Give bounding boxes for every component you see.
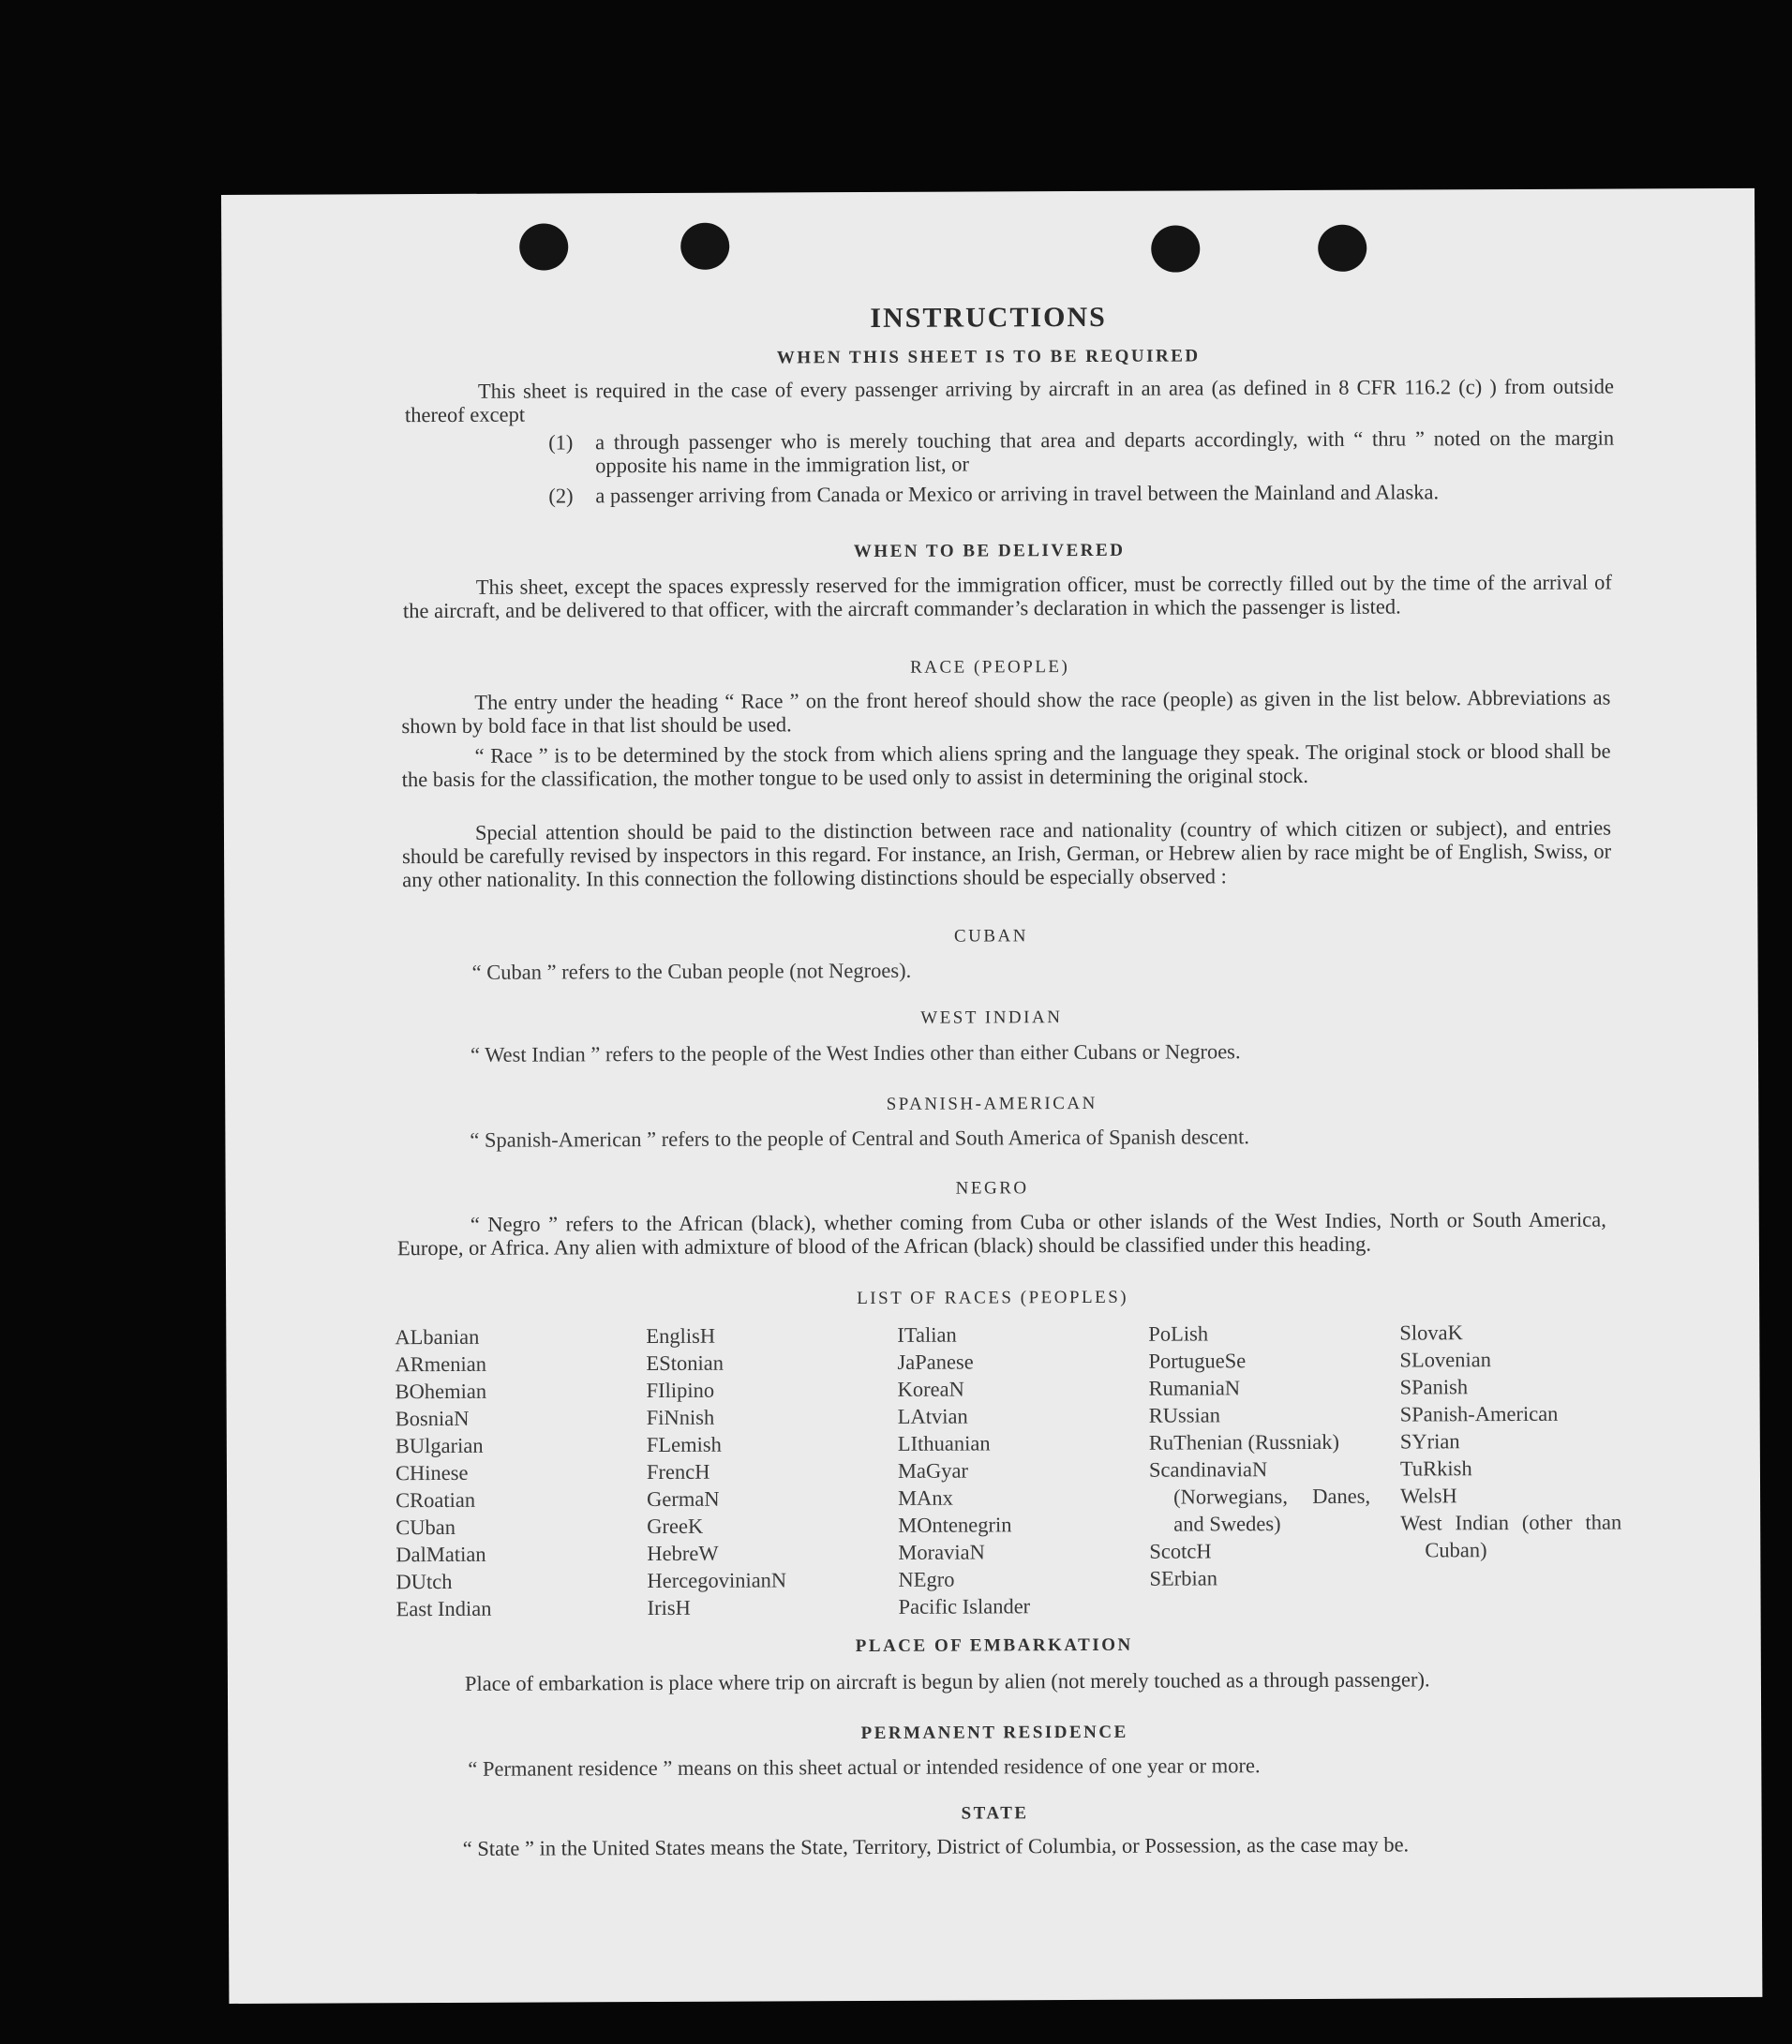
race-entry: MoraviaN: [898, 1540, 985, 1564]
race-paragraph-3: Special attention should be paid to the distinction between race and nationality (country of which citizen or subject), and entries should be carefully revised by inspectors in this regard. For instance, an Irish, German, or Hebrew alien by race might be of English, Swiss, or any other nationality. In this connection the following distinctions should be especially observed :: [402, 815, 1612, 892]
race-entry: BUlgarian: [395, 1433, 484, 1458]
section-heading-spanish-american: SPANISH-AMERICAN: [886, 1093, 1098, 1114]
race-entry: Pacific Islander: [898, 1594, 1031, 1619]
section-heading-race: RACE (PEOPLE): [910, 657, 1070, 678]
race-entry: ALbanian: [395, 1324, 480, 1350]
negro-text: “ Negro ” refers to the African (black), whether coming from Cuba or other islands of the West Indies, North or South America, Europe, or Africa. Any alien with admixture of blood of the African (black) should be classified under this heading.: [396, 1207, 1606, 1261]
punch-hole: [1318, 225, 1366, 272]
spanish-american-text: “ Spanish-American ” refers to the people of Central and South America of Spanish descent.: [470, 1125, 1250, 1152]
embarkation-text: Place of embarkation is place where trip on aircraft is begun by alien (not merely touched as a through passenger).: [464, 1667, 1430, 1695]
punch-hole: [519, 223, 568, 270]
item-number: (2): [548, 484, 574, 508]
section-heading-embarkation: PLACE OF EMBARKATION: [855, 1634, 1133, 1657]
race-entry: SPanish-American: [1399, 1401, 1559, 1426]
race-entry: MAnx: [898, 1485, 953, 1510]
race-entry: LIthuanian: [897, 1431, 991, 1455]
race-entry: WelsH: [1400, 1484, 1457, 1508]
state-text: “ State ” in the United States means the State, Territory, District of Columbia, or Possession, as the case may be.: [462, 1832, 1410, 1860]
race-entry: MOntenegrin: [898, 1513, 1012, 1537]
race-entry: SPanish: [1399, 1375, 1469, 1399]
race-entry: ITalian: [897, 1322, 957, 1347]
race-entry: KoreaN: [897, 1377, 964, 1401]
cuban-text: “ Cuban ” refers to the Cuban people (not Negroes).: [471, 958, 912, 984]
race-entry: RuThenian (Russniak): [1148, 1429, 1339, 1455]
race-entry: SYrian: [1399, 1429, 1460, 1454]
list-item: [548, 426, 1614, 480]
item-number: (1): [548, 430, 574, 455]
race-entry: BOhemian: [395, 1379, 487, 1404]
race-entry: ScotcH: [1149, 1539, 1212, 1563]
race-entry: RumaniaN: [1148, 1376, 1241, 1400]
section-heading-cuban: CUBAN: [953, 926, 1029, 947]
race-entry: MaGyar: [897, 1458, 968, 1483]
race-entry: TuRkish: [1399, 1456, 1472, 1481]
race-entry: DalMatian: [396, 1542, 486, 1567]
race-entry: JaPanese: [897, 1350, 974, 1374]
item-text: a through passenger who is merely touching that area and departs accordingly, with “ thru ” noted on the margin opposite his name in the immigration list, or: [595, 425, 1615, 478]
list-item: [548, 480, 1614, 533]
race-entry: ARmenian: [395, 1351, 486, 1377]
race-entry: SErbian: [1149, 1566, 1218, 1590]
race-entry: GreeK: [647, 1514, 704, 1539]
race-entry: FLemish: [646, 1432, 722, 1457]
section-heading-state: STATE: [961, 1803, 1029, 1824]
race-entry: HercegovinianN: [647, 1568, 787, 1593]
race-entry: FrencH: [646, 1459, 710, 1485]
race-paragraph-1: The entry under the heading “ Race ” on the front hereof should show the race (people) as given in the list below. Abbreviations as shown by bold face in that list should be used.: [401, 685, 1611, 739]
page-title: INSTRUCTIONS: [870, 301, 1107, 334]
section-heading-negro: NEGRO: [955, 1178, 1029, 1199]
race-entry: ScandinaviaN (Norwegians, Danes, and Swedes): [1148, 1457, 1371, 1536]
race-entry: CUban: [396, 1514, 456, 1540]
west-indian-text: “ West Indian ” refers to the people of the West Indies other than either Cubans or Negroes.: [470, 1039, 1241, 1067]
punch-hole: [680, 223, 729, 270]
race-entry: East Indian: [396, 1596, 492, 1621]
race-entry: NEgro: [898, 1567, 955, 1591]
punch-hole: [1151, 225, 1200, 272]
section-heading-list: LIST OF RACES (PEOPLES): [857, 1287, 1129, 1309]
race-entry: SlovaK: [1399, 1320, 1463, 1345]
race-entry: SLovenian: [1399, 1348, 1491, 1372]
race-entry: CRoatian: [396, 1487, 476, 1513]
section-heading-required: WHEN THIS SHEET IS TO BE REQUIRED: [776, 346, 1201, 368]
race-entry: EnglisH: [646, 1323, 716, 1349]
required-intro: This sheet is required in the case of every passenger arriving by aircraft in an area (as defined in 8 CFR 116.2 (c) ) from outside thereof except: [404, 374, 1614, 427]
race-column: [395, 1322, 639, 1622]
item-text: a passenger arriving from Canada or Mexico or arriving in travel between the Mainland and Alaska.: [595, 480, 1440, 508]
race-entry: EStonian: [646, 1350, 724, 1376]
race-column: [897, 1320, 1142, 1620]
section-heading-delivered: WHEN TO BE DELIVERED: [853, 540, 1126, 562]
race-column: [1148, 1320, 1370, 1592]
race-entry: IrisH: [647, 1595, 691, 1620]
race-entry: HebreW: [647, 1541, 719, 1566]
race-entry: West Indian (other than Cuban): [1400, 1510, 1622, 1562]
race-entry: FIlipino: [646, 1378, 715, 1403]
race-entry: LAtvian: [897, 1404, 968, 1428]
race-entry: PortugueSe: [1148, 1349, 1247, 1373]
section-heading-residence: PERMANENT RESIDENCE: [860, 1722, 1128, 1744]
document-sheet: [221, 188, 1762, 2004]
race-entry: BosniaN: [395, 1406, 470, 1431]
residence-text: “ Permanent residence ” means on this sheet actual or intended residence of one year or more.: [468, 1753, 1261, 1781]
race-entry: RUssian: [1148, 1403, 1221, 1427]
race-paragraph-2: “ Race ” is to be determined by the stock from which aliens spring and the language they speak. The original stock or blood shall be the basis for the classification, the mother tongue to be used only to assist in determining the original stock.: [401, 739, 1611, 792]
race-entry: GermaN: [647, 1486, 720, 1512]
section-heading-west-indian: WEST INDIAN: [920, 1007, 1063, 1028]
race-entry: CHinese: [395, 1460, 469, 1485]
race-entry: FiNnish: [646, 1405, 715, 1430]
race-column: [1399, 1318, 1621, 1563]
race-column: [646, 1321, 890, 1621]
race-entry: DUtch: [396, 1569, 453, 1594]
delivered-text: This sheet, except the spaces expressly reserved for the immigration officer, must be correctly filled out by the time of the arrival of the aircraft, and be delivered to that officer, with the aircraft commander’s declaration in which the passenger is listed.: [402, 570, 1612, 623]
race-entry: PoLish: [1148, 1321, 1209, 1346]
